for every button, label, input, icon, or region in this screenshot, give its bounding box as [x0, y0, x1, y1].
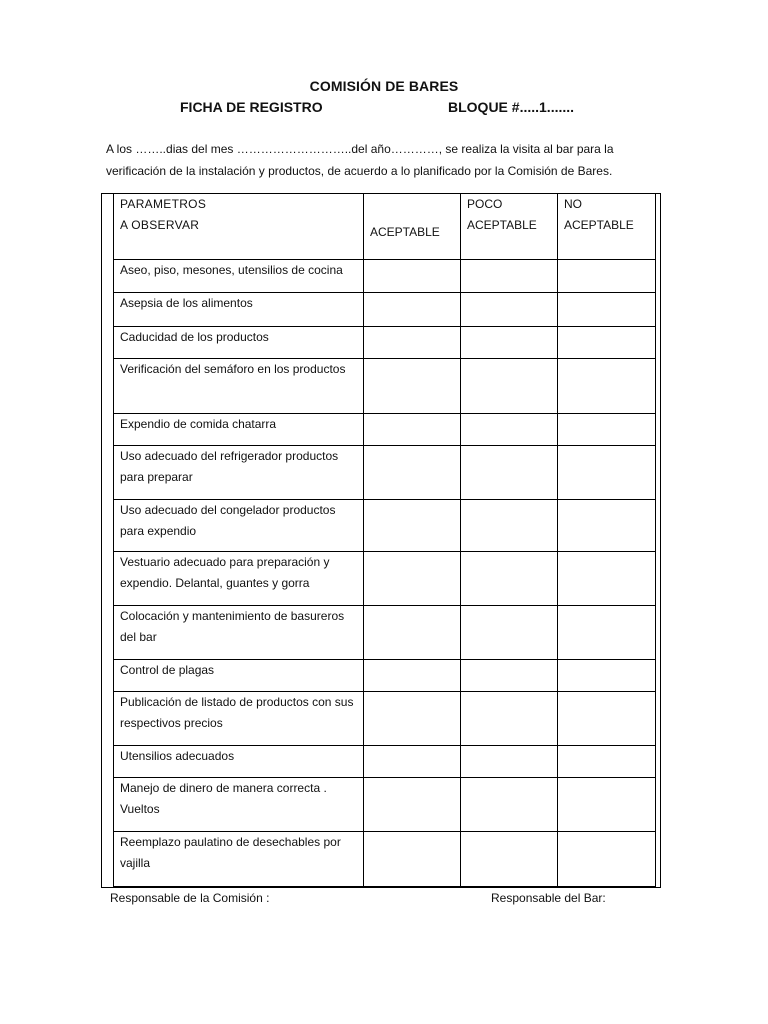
- table-row: [114, 778, 656, 832]
- poco-aceptable-cell[interactable]: [461, 446, 558, 500]
- no-aceptable-cell[interactable]: [558, 552, 656, 606]
- poco-aceptable-cell[interactable]: [461, 660, 558, 692]
- table-row: [114, 746, 656, 778]
- header-poco-aceptable: [461, 194, 558, 260]
- no-aceptable-cell[interactable]: [558, 359, 656, 414]
- parameter-label: Expendio de comida chatarra: [114, 414, 364, 446]
- aceptable-cell[interactable]: [364, 500, 461, 552]
- table-header-row: [114, 194, 656, 260]
- table-row: [114, 327, 656, 359]
- no-aceptable-cell[interactable]: [558, 692, 656, 746]
- commission-responsible-label: Responsable de la Comisión :: [110, 891, 270, 905]
- aceptable-cell[interactable]: [364, 327, 461, 359]
- header-parametros: [114, 194, 364, 260]
- inspection-table: [113, 193, 656, 887]
- parameter-label: Caducidad de los productos: [114, 327, 364, 359]
- aceptable-cell[interactable]: [364, 692, 461, 746]
- poco-aceptable-cell[interactable]: [461, 778, 558, 832]
- table-row: [114, 660, 656, 692]
- no-aceptable-cell[interactable]: [558, 500, 656, 552]
- parameter-label: Manejo de dinero de manera correcta . Vueltos: [114, 778, 364, 832]
- no-aceptable-cell[interactable]: [558, 327, 656, 359]
- table-row: [114, 414, 656, 446]
- header-no-line2: ACEPTABLE: [564, 218, 634, 232]
- header-aceptable: ACEPTABLE: [364, 194, 461, 260]
- poco-aceptable-cell[interactable]: [461, 293, 558, 327]
- no-aceptable-cell[interactable]: [558, 414, 656, 446]
- no-aceptable-cell[interactable]: [558, 260, 656, 293]
- form-name: FICHA DE REGISTRO: [180, 99, 323, 115]
- table-row: [114, 500, 656, 552]
- header-no-aceptable: [558, 194, 656, 260]
- parameter-label: Colocación y mantenimiento de basureros del bar: [114, 606, 364, 660]
- no-aceptable-cell[interactable]: [558, 778, 656, 832]
- poco-aceptable-cell[interactable]: [461, 552, 558, 606]
- poco-aceptable-cell[interactable]: [461, 500, 558, 552]
- poco-aceptable-cell[interactable]: [461, 359, 558, 414]
- header-parametros-line1: PARAMETROS: [120, 197, 207, 211]
- poco-aceptable-cell[interactable]: [461, 832, 558, 887]
- parameter-label: Vestuario adecuado para preparación y expendio. Delantal, guantes y gorra: [114, 552, 364, 606]
- parameter-label: Control de plagas: [114, 660, 364, 692]
- aceptable-cell[interactable]: [364, 552, 461, 606]
- header-parametros-line2: A OBSERVAR: [120, 218, 200, 232]
- no-aceptable-cell[interactable]: [558, 746, 656, 778]
- table-row: [114, 293, 656, 327]
- no-aceptable-cell[interactable]: [558, 293, 656, 327]
- table-row: [114, 446, 656, 500]
- no-aceptable-cell[interactable]: [558, 446, 656, 500]
- aceptable-cell[interactable]: [364, 293, 461, 327]
- bar-responsible-label: Responsable del Bar:: [491, 891, 606, 905]
- aceptable-cell[interactable]: [364, 359, 461, 414]
- aceptable-cell[interactable]: [364, 660, 461, 692]
- table-row: [114, 260, 656, 293]
- aceptable-cell[interactable]: [364, 606, 461, 660]
- aceptable-cell[interactable]: [364, 778, 461, 832]
- header-poco-line1: POCO: [467, 197, 503, 211]
- aceptable-cell[interactable]: [364, 832, 461, 887]
- parameter-label: Uso adecuado del congelador productos para expendio: [114, 500, 364, 552]
- header-poco-line2: ACEPTABLE: [467, 218, 537, 232]
- aceptable-cell[interactable]: [364, 746, 461, 778]
- poco-aceptable-cell[interactable]: [461, 746, 558, 778]
- no-aceptable-cell[interactable]: [558, 606, 656, 660]
- form-title: COMISIÓN DE BARES: [309, 78, 459, 94]
- table-row: [114, 552, 656, 606]
- poco-aceptable-cell[interactable]: [461, 414, 558, 446]
- no-aceptable-cell[interactable]: [558, 660, 656, 692]
- table-row: [114, 359, 656, 414]
- parameter-label: Aseo, piso, mesones, utensilios de cocina: [114, 260, 364, 293]
- parameter-label: Asepsia de los alimentos: [114, 293, 364, 327]
- parameter-label: Utensilios adecuados: [114, 746, 364, 778]
- table-row: [114, 692, 656, 746]
- poco-aceptable-cell[interactable]: [461, 327, 558, 359]
- parameter-label: Reemplazo paulatino de desechables por vajilla: [114, 832, 364, 887]
- table-row: [114, 832, 656, 887]
- intro-paragraph: A los ……..dias del mes ………………………..del año…………, se realiza la visita al bar para la verificación de la instalación y productos, de acuerdo a lo planificado por la Comisión de Bares.: [106, 142, 614, 178]
- parameter-label: Uso adecuado del refrigerador productos para preparar: [114, 446, 364, 500]
- parameter-label: Verificación del semáforo en los productos: [114, 359, 364, 414]
- header-no-line1: NO: [564, 197, 582, 211]
- aceptable-cell[interactable]: [364, 260, 461, 293]
- aceptable-cell[interactable]: [364, 446, 461, 500]
- table-row: [114, 606, 656, 660]
- poco-aceptable-cell[interactable]: [461, 692, 558, 746]
- poco-aceptable-cell[interactable]: [461, 260, 558, 293]
- poco-aceptable-cell[interactable]: [461, 606, 558, 660]
- block-number: BLOQUE #.....1.......: [448, 99, 575, 115]
- no-aceptable-cell[interactable]: [558, 832, 656, 887]
- aceptable-cell[interactable]: [364, 414, 461, 446]
- parameter-label: Publicación de listado de productos con sus respectivos precios: [114, 692, 364, 746]
